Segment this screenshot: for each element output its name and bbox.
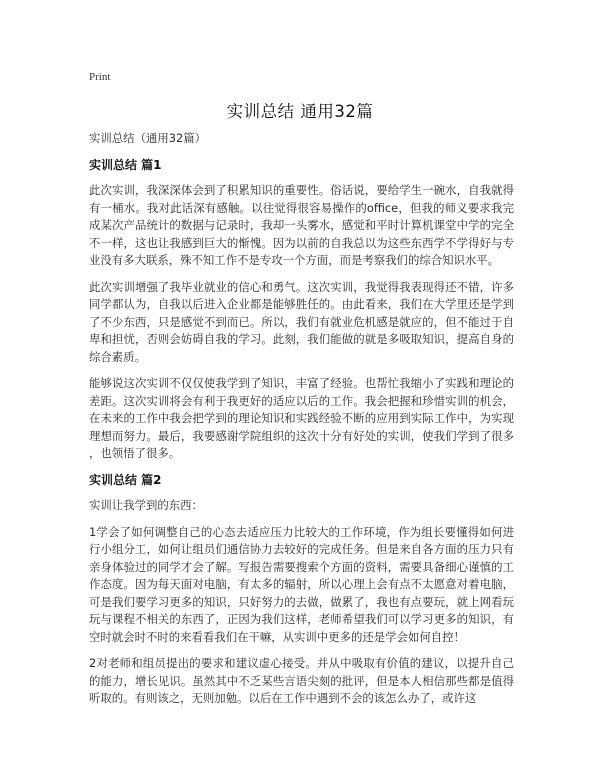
paragraph: 此次实训，我深深体会到了积累知识的重要性。俗话说，要给学生一碗水，自我就得有一桶水。我对此话深有感触。以往觉得很容易操作的office，但我的师义要求我完成某次产品统计的数据与记录时，我却一头雾水，感觉和平时计算机课堂中学的完全不一样，这也让我感到巨大的惭愧。因为以前的自我总以为这些东西学不学得好与专业没有多大联系，殊不知工作不是专攻一个方面，而是考察我们的综合知识水平。: [89, 183, 514, 267]
paragraph: 1学会了如何调整自己的心态去适应压力比较大的工作环境，作为组长要懂得如何进行小组分工，如何让组员们通信协力去较好的完成任务。但是来自各方面的压力只有亲身体验过的同学才会了解。写报告需要搜索个方面的资料，需要具备细心谨慎的工作态度。因为每天面对电脑，有太多的辐射，所以心理上会有点不太愿意对着电脑，可是我们要学习更多的知识，只好努力的去做，做累了，我也有点要玩，就上网看玩玩与课程不相关的东西了，正因为我们这样，老师希望我们可以学习更多的知识，有空时就会时不时的来看看我们在干嘛，从实训中更多的还是学会如何自控！: [89, 524, 514, 644]
paragraph: 实训让我学到的东西：: [89, 498, 203, 512]
section-heading: 实训总结 篇1: [89, 157, 162, 172]
paragraph: 此次实训增强了我毕业就业的信心和勇气。这次实训，我觉得我表现得还不错，许多同学都认为，自我以后进入企业都是能够胜任的。由此看来，我们在大学里还是学到了不少东西，只是感觉不到而已。所以，我们有就业危机感是就应的，但不能过于自卑和担忧，否则会妨碍自我的学习。此刻，我们能做的就是多吸取知识，提高自身的综合素质。: [89, 279, 514, 364]
print-label[interactable]: Print: [89, 71, 111, 83]
section-1: [89, 157, 514, 463]
section-heading: 实训总结 篇2: [89, 472, 162, 487]
document-body: [89, 130, 514, 717]
page-title: 实训总结 通用32篇: [226, 102, 374, 121]
section-2: [89, 472, 514, 708]
paragraph: 能够说这次实训不仅仅使我学到了知识，丰富了经验。也帮忙我缩小了实践和理论的差距。这次实训将会有利于我更好的适应以后的工作。我会把握和珍惜实训的机会，在未来的工作中我会把学到的理论知识和实践经验不断的应用到实际工作中，为实现理想而努力。最后，我要感谢学院组织的这次十分有好处的实训，使我们学到了很多，也领悟了很多。: [89, 376, 514, 460]
paragraph: 2对老师和组员提出的要求和建议虚心接受。并从中吸取有价值的建议，以提升自己的能力，增长见识。虽然其中不乏某些言语尖刻的批评，但是本人相信那些都是值得听取的。有则该之，无则加勉。以后在工作中遇到不会的该怎么办了，或许这: [89, 656, 514, 705]
document-subtitle: 实训总结（通用32篇）: [89, 131, 207, 145]
